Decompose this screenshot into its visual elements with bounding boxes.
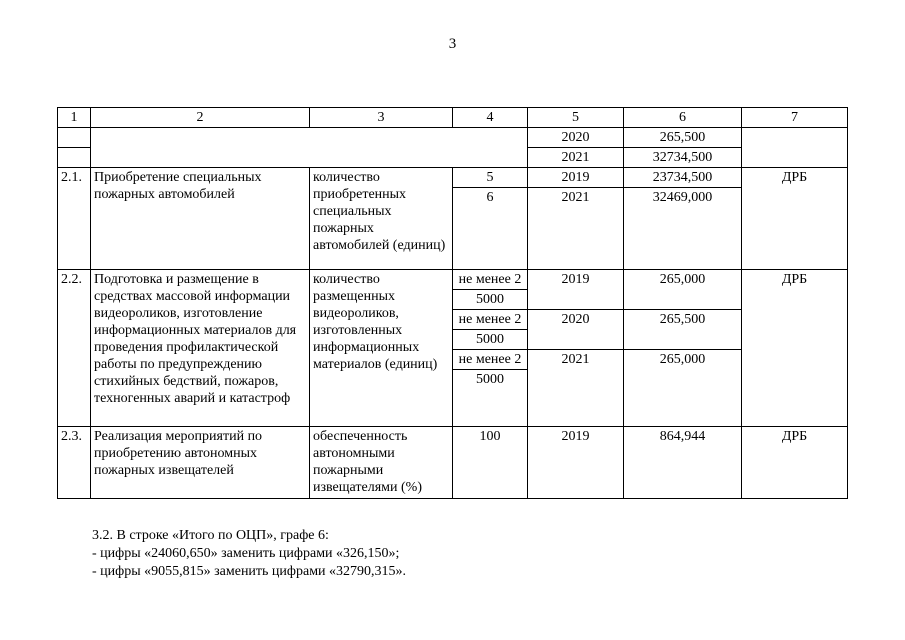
indicator-cell: количество приобретенных специальных пожарных автомобилей (единиц) — [310, 168, 453, 270]
quantity-cell: 5000 — [453, 330, 528, 350]
source-cell: ДРБ — [742, 270, 848, 427]
quantity-cell: не менее 2 — [453, 270, 528, 290]
quantity-cell: 5000 — [453, 370, 528, 427]
note-line: - цифры «9055,815» заменить цифрами «32790,315». — [92, 564, 407, 579]
column-header: 6 — [624, 108, 742, 128]
item-name: Реализация мероприятий по приобретению автономных пожарных извещателей — [91, 427, 310, 499]
amount-cell: 265,000 — [624, 350, 742, 427]
quantity-cell: 5 — [453, 168, 528, 188]
year-cell: 2020 — [528, 128, 624, 148]
column-header: 4 — [453, 108, 528, 128]
column-header: 2 — [91, 108, 310, 128]
source-cell: ДРБ — [742, 168, 848, 270]
amount-cell: 864,944 — [624, 427, 742, 499]
page-number: 3 — [448, 36, 457, 52]
table-row — [58, 168, 848, 188]
indicator-cell: количество размещенных видеороликов, изготовленных информационных материалов (единиц) — [310, 270, 453, 427]
item-number: 2.3. — [58, 427, 91, 499]
year-cell: 2020 — [528, 310, 624, 350]
header-row — [58, 108, 848, 128]
empty-cell — [91, 128, 528, 168]
empty-cell — [742, 128, 848, 168]
item-name: Приобретение специальных пожарных автомобилей — [91, 168, 310, 270]
amount-cell: 32734,500 — [624, 148, 742, 168]
note-line: 3.2. В строке «Итого по ОЦП», графе 6: — [92, 528, 329, 543]
amount-cell: 265,500 — [624, 128, 742, 148]
quantity-cell: не менее 2 — [453, 310, 528, 330]
note-line: - цифры «24060,650» заменить цифрами «326,150»; — [92, 546, 400, 561]
year-cell: 2021 — [528, 148, 624, 168]
item-number: 2.2. — [58, 270, 91, 427]
column-header: 7 — [742, 108, 848, 128]
year-cell: 2021 — [528, 350, 624, 427]
quantity-cell: 5000 — [453, 290, 528, 310]
column-header: 5 — [528, 108, 624, 128]
year-cell: 2019 — [528, 270, 624, 310]
quantity-cell: 6 — [453, 188, 528, 270]
program-table — [57, 107, 848, 499]
year-cell: 2019 — [528, 427, 624, 499]
source-cell: ДРБ — [742, 427, 848, 499]
year-cell: 2021 — [528, 188, 624, 270]
amount-cell: 265,500 — [624, 310, 742, 350]
table-row — [58, 270, 848, 290]
amount-cell: 23734,500 — [624, 168, 742, 188]
amendment-notes — [92, 527, 406, 581]
amount-cell: 32469,000 — [624, 188, 742, 270]
quantity-cell: не менее 2 — [453, 350, 528, 370]
column-header: 3 — [310, 108, 453, 128]
indicator-cell: обеспеченность автономными пожарными извещателями (%) — [310, 427, 453, 499]
item-name: Подготовка и размещение в средствах массовой информации видеороликов, изготовление информационных материалов для проведения профилактической работы по предупреждению стихийных бедствий, пожаров, техногенных аварий и катастроф — [91, 270, 310, 427]
table-row — [58, 427, 848, 499]
item-number: 2.1. — [58, 168, 91, 270]
amount-cell: 265,000 — [624, 270, 742, 310]
quantity-cell: 100 — [453, 427, 528, 499]
year-cell: 2019 — [528, 168, 624, 188]
empty-cell — [58, 148, 91, 168]
column-header: 1 — [58, 108, 91, 128]
table-row — [58, 128, 848, 148]
empty-cell — [58, 128, 91, 148]
